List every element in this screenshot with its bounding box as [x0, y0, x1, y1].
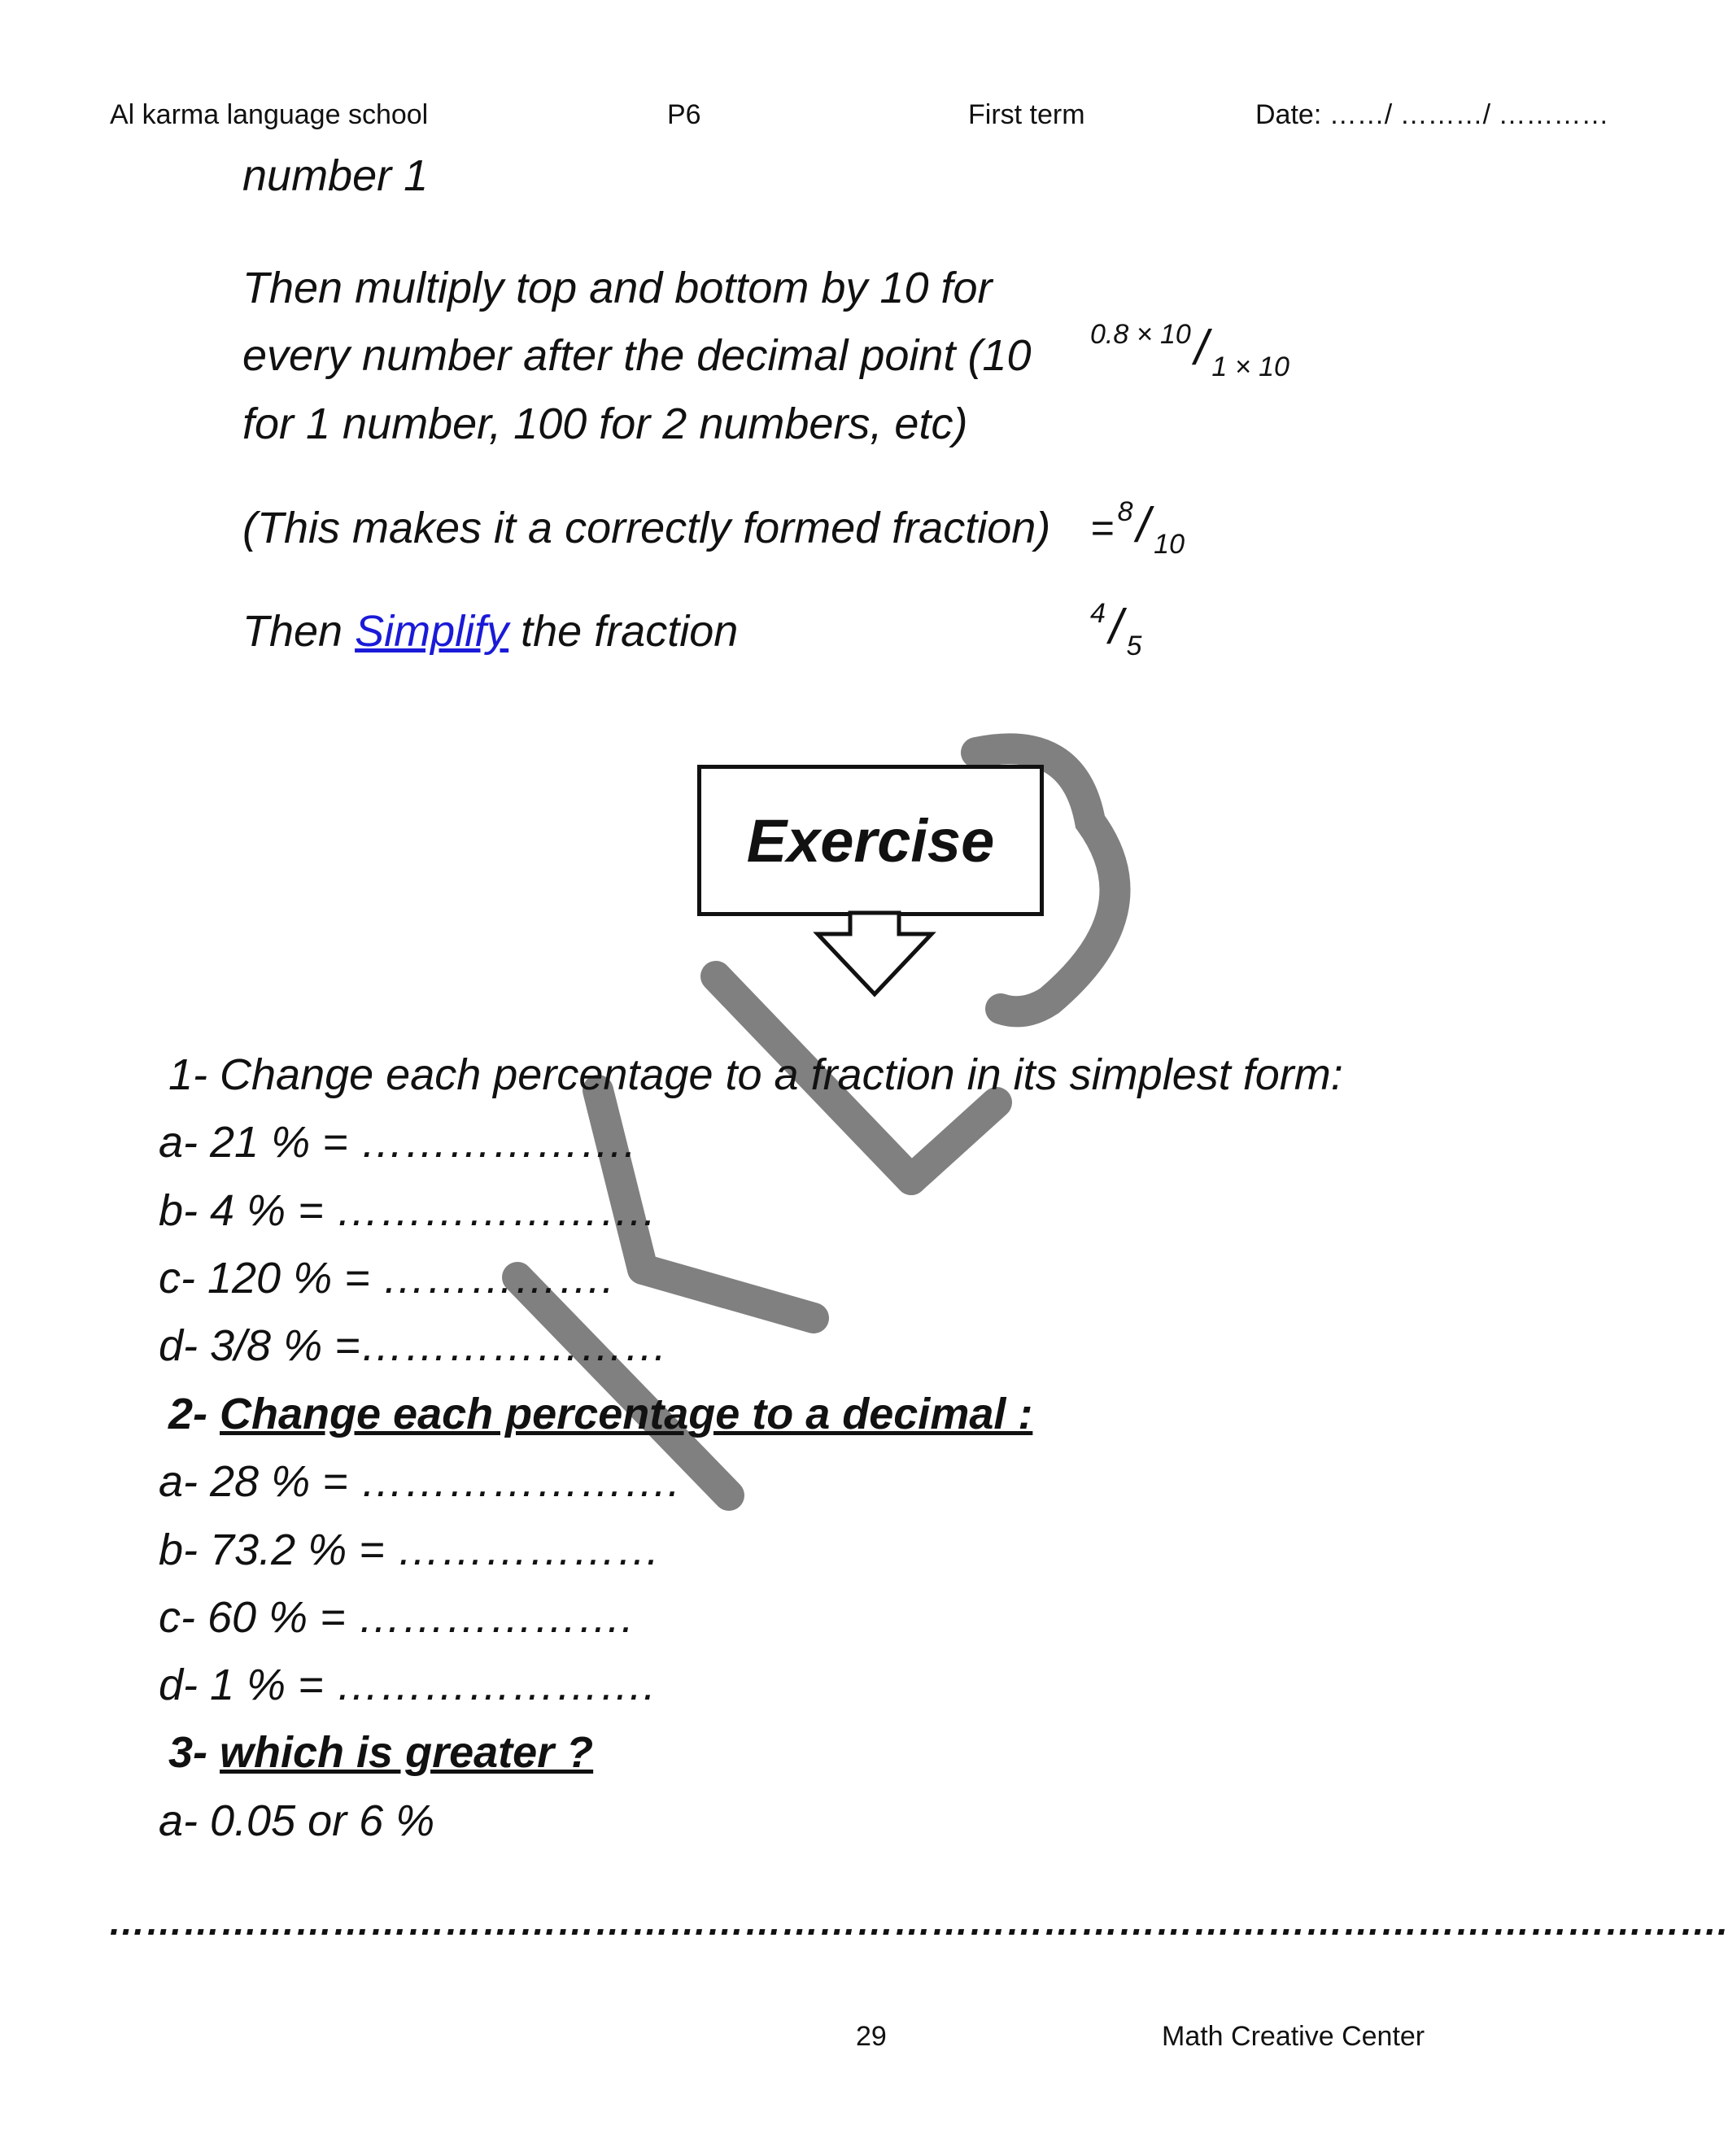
fraction-denominator: 10 — [1154, 529, 1185, 560]
equals-sign: = — [1090, 505, 1115, 551]
q2-title: Change each percentage to a decimal : — [220, 1390, 1033, 1438]
footer-page-number: 29 — [856, 2021, 887, 2052]
header-grade: P6 — [667, 99, 701, 130]
watermark-l-foot — [911, 1102, 997, 1180]
fraction-slash: / — [1137, 498, 1150, 552]
header-school: Al karma language school — [110, 99, 429, 130]
fraction-numerator: 8 — [1117, 496, 1133, 527]
simplify-suffix: the fraction — [508, 607, 739, 656]
lesson-number-1: number 1 — [242, 151, 429, 200]
header-date: Date: ……/ ………/ ………… — [1255, 99, 1609, 130]
q1-item-b: b- 4 % = …………………. — [159, 1186, 656, 1235]
q3-item-a: a- 0.05 or 6 % — [159, 1796, 435, 1845]
q2-item-b: b- 73.2 % = ……………… — [159, 1525, 661, 1574]
q3-heading — [168, 1727, 593, 1778]
q1-item-a: a- 21 % = ………………. — [159, 1118, 636, 1167]
fraction-denominator: 5 — [1126, 631, 1142, 661]
simplify-prefix: Then — [242, 607, 356, 656]
footer-center-name: Math Creative Center — [1162, 2021, 1425, 2052]
q3-title: which is greater ? — [220, 1728, 594, 1777]
fraction-numerator: 0.8 × 10 — [1090, 319, 1191, 350]
q2-item-c: c- 60 % = ………………. — [159, 1593, 634, 1642]
watermark-k-arm-lower — [643, 1269, 814, 1318]
q1-item-c: c- 120 % = ……………. — [159, 1254, 614, 1303]
header-term: First term — [968, 99, 1085, 130]
lesson-multiply-line-1: Then multiply top and bottom by 10 for — [242, 264, 993, 312]
fraction-slash: / — [1194, 321, 1208, 375]
answer-line: …………………………………………………………………………………………………………………. — [108, 1901, 1728, 1943]
lesson-formed-fraction: (This makes it a correctly formed fraction) — [242, 504, 1051, 552]
q2-heading — [168, 1389, 1032, 1439]
fraction-eight-tenths — [1090, 496, 1185, 561]
fraction-decimal-times-ten — [1090, 319, 1289, 383]
q1-title: 1- Change each percentage to a fraction in its simplest form: — [168, 1050, 1343, 1099]
fraction-denominator: 1 × 10 — [1211, 351, 1289, 382]
q2-item-a: a- 28 % = …………………. — [159, 1457, 680, 1506]
lesson-simplify-line — [242, 606, 738, 657]
exercise-title-box — [697, 765, 1044, 916]
q2-item-d: d- 1 % = …………………. — [159, 1661, 656, 1709]
q2-number: 2- — [168, 1390, 220, 1438]
exercise-title: Exercise — [746, 806, 995, 875]
q3-number: 3- — [168, 1728, 220, 1777]
down-arrow-icon — [814, 911, 936, 1001]
q1-item-d: d- 3/8 % =………………… — [159, 1321, 668, 1370]
fraction-slash: / — [1109, 600, 1124, 654]
simplify-link[interactable]: Simplify — [355, 607, 509, 656]
fraction-numerator: 4 — [1090, 598, 1106, 629]
lesson-multiply-line-2: every number after the decimal point (10 — [242, 331, 1032, 380]
lesson-multiply-line-3: for 1 number, 100 for 2 numbers, etc) — [242, 399, 968, 448]
fraction-four-fifths — [1090, 598, 1141, 662]
